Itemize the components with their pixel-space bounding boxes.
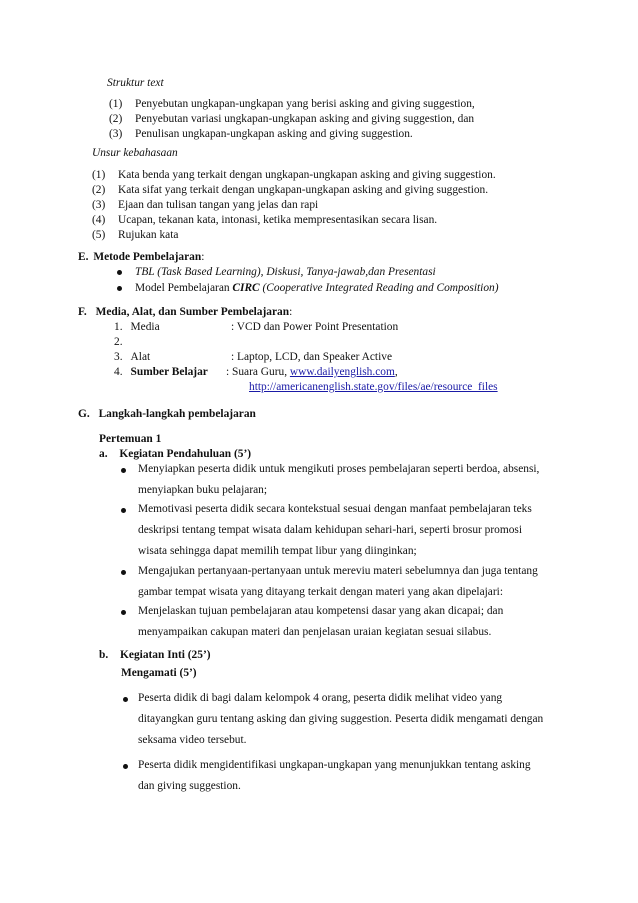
bullet-line: menyampaikan cakupan materi dan penjelasan uraian kegiatan sesuai silabus. — [138, 626, 492, 638]
media-label: Sumber Belajar — [130, 366, 208, 378]
list-text: Penulisan ungkapan-ungkapan asking and giving suggestion. — [135, 128, 413, 140]
list-number: (5) — [92, 229, 106, 241]
section-title: Media, Alat, dan Sumber Pembelajaran — [95, 306, 290, 318]
bullet-icon — [117, 270, 122, 275]
section-letter: G. — [78, 408, 90, 420]
method-post: (Cooperative Integrated Reading and Composition) — [259, 282, 499, 294]
bullet-line: deskripsi tentang tempat wisata dalam kehidupan sehari-hari, seperti brosur promosi — [138, 524, 523, 536]
media-item — [114, 320, 160, 334]
media-number: 2. — [114, 336, 123, 348]
section-e-heading — [78, 250, 204, 264]
bullet-line: seksama video tersebut. — [138, 734, 247, 746]
bullet-icon — [121, 570, 126, 575]
list-item — [92, 168, 496, 182]
method-bold: CIRC — [232, 282, 260, 294]
media-number: 3. — [114, 351, 123, 363]
media-item — [114, 350, 150, 364]
list-text: Rujukan kata — [118, 229, 179, 241]
list-text: Kata sifat yang terkait dengan ungkapan-ungkapan asking and giving suggestion. — [118, 184, 489, 196]
bullet-icon — [123, 764, 128, 769]
bullet-line: ditayangkan guru tentang asking dan giving suggestion. Peserta didik mengamati dengan — [138, 713, 544, 725]
list-number: (4) — [92, 214, 106, 226]
media-label: Alat — [130, 351, 151, 363]
bullet-icon — [123, 697, 128, 702]
list-number: (2) — [109, 113, 123, 125]
section-letter: F. — [78, 306, 87, 318]
section-letter: E. — [78, 251, 89, 263]
bullet-line: Mengajukan pertanyaan-pertanyaan untuk mereviu materi sebelumnya dan juga tentang — [138, 565, 538, 577]
media-label: Media — [130, 321, 160, 333]
subsection-letter: b. — [99, 649, 109, 661]
source-comma: , — [394, 366, 398, 378]
list-number: (2) — [92, 184, 106, 196]
media-value: : VCD dan Power Point Presentation — [231, 321, 399, 333]
section-g-heading — [78, 407, 256, 421]
section-title: Metode Pembelajaran — [93, 251, 202, 263]
list-item — [109, 112, 474, 126]
subsection-title: Kegiatan Pendahuluan (5’) — [119, 448, 252, 460]
bullet-icon — [121, 468, 126, 473]
subsection-letter: a. — [99, 448, 108, 460]
list-text: Penyebutan ungkapan-ungkapan yang berisi asking and giving suggestion, — [135, 98, 475, 110]
subsection-b-heading — [99, 648, 211, 662]
media-number: 4. — [114, 366, 123, 378]
resource-link-row — [249, 380, 498, 394]
section-title: Langkah-langkah pembelajaran — [98, 408, 256, 420]
bullet-icon — [121, 508, 126, 513]
bullet-line: menyiapkan buku pelajaran; — [138, 484, 268, 496]
media-value — [226, 365, 398, 379]
struktur-heading: Struktur text — [107, 77, 164, 89]
section-colon: : — [201, 251, 205, 263]
bullet-line: gambar tempat wisata yang ditayang terkait dengan materi yang akan dipelajari: — [138, 586, 503, 598]
list-item — [92, 198, 318, 212]
americanenglish-link[interactable]: http://americanenglish.state.gov/files/ae/resource_files — [249, 381, 498, 393]
section-f-heading — [78, 305, 292, 319]
bullet-line: Peserta didik di bagi dalam kelompok 4 orang, peserta didik melihat video yang — [138, 692, 503, 704]
method-item-2 — [135, 281, 499, 295]
method-item-1: TBL (Task Based Learning), Diskusi, Tanya-jawab,dan Presentasi — [135, 266, 436, 278]
subsection-title: Kegiatan Inti (25’) — [120, 649, 211, 661]
bullet-line: Menyiapkan peserta didik untuk mengikuti proses pembelajaran seperti berdoa, absensi, — [138, 463, 540, 475]
bullet-line: Memotivasi peserta didik secara kontekstual sesuai dengan manfaat pembelajaran teks — [138, 503, 532, 515]
pertemuan-heading: Pertemuan 1 — [99, 433, 162, 445]
media-value: : Laptop, LCD, dan Speaker Active — [231, 351, 393, 363]
source-text: : Suara Guru, — [226, 366, 290, 378]
bullet-line: wisata sehingga dapat memilih tempat libur yang diinginkan; — [138, 545, 417, 557]
list-number: (1) — [109, 98, 123, 110]
list-text: Ucapan, tekanan kata, intonasi, ketika mempresentasikan secara lisan. — [118, 214, 438, 226]
bullet-line: Peserta didik mengidentifikasi ungkapan-ungkapan yang menunjukkan tentang asking — [138, 759, 531, 771]
list-item — [92, 213, 437, 227]
bullet-icon — [117, 286, 122, 291]
media-item — [114, 365, 208, 379]
unsur-heading: Unsur kebahasaan — [92, 147, 178, 159]
list-text: Ejaan dan tulisan tangan yang jelas dan rapi — [118, 199, 319, 211]
bullet-line: Menjelaskan tujuan pembelajaran atau kompetensi dasar yang akan dicapai; dan — [138, 605, 504, 617]
list-item — [109, 97, 475, 111]
mengamati-heading: Mengamati (5’) — [121, 667, 197, 679]
subsection-a-heading — [99, 447, 251, 461]
bullet-line: dan giving suggestion. — [138, 780, 241, 792]
list-item — [92, 228, 178, 242]
dailyenglish-link[interactable]: www.dailyenglish.com — [289, 366, 395, 378]
list-item — [109, 127, 413, 141]
list-text: Penyebutan variasi ungkapan-ungkapan asking and giving suggestion, dan — [135, 113, 475, 125]
list-text: Kata benda yang terkait dengan ungkapan-ungkapan asking and giving suggestion. — [118, 169, 496, 181]
method-pre: Model Pembelajaran — [135, 282, 233, 294]
bullet-icon — [121, 610, 126, 615]
section-colon: : — [289, 306, 293, 318]
list-item — [92, 183, 488, 197]
media-item — [114, 335, 123, 349]
list-number: (1) — [92, 169, 106, 181]
list-number: (3) — [92, 199, 106, 211]
media-number: 1. — [114, 321, 123, 333]
list-number: (3) — [109, 128, 123, 140]
